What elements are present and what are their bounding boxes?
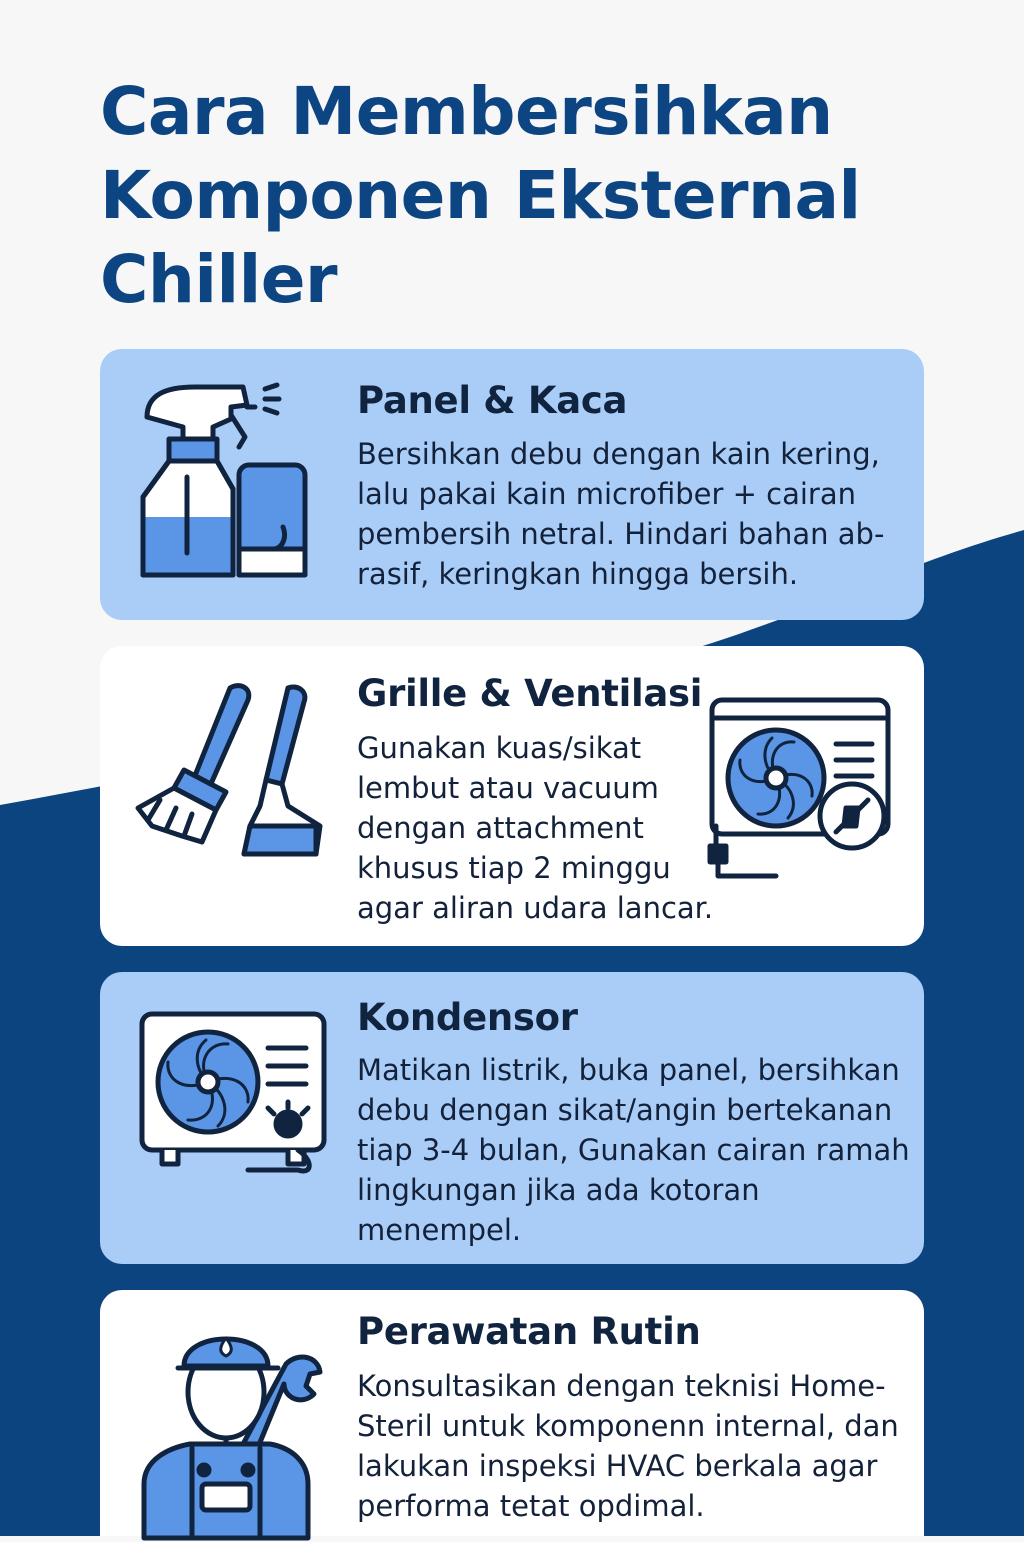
title-line-1: Cara Membersihkan xyxy=(100,73,833,150)
card-perawatan-rutin xyxy=(100,1290,924,1536)
card-text: Gunakan kuas/sikat lembut atau vacuum dengan attachment khusus tiap 2 minggu agar aliran udara lancar. xyxy=(357,731,714,925)
page-title xyxy=(100,70,980,322)
card-panel-kaca xyxy=(100,349,924,620)
ac-unit-warning-icon xyxy=(706,696,896,886)
card-heading: Panel & Kaca xyxy=(357,379,628,422)
card-text: Matikan listrik, buka panel, bersihkan debu dengan sikat/angin bertekanan tiap 3-4 bulan, Gunakan cairan ramah lingkungan jika ada kotoran menempel. xyxy=(357,1053,910,1247)
card-kondensor xyxy=(100,972,924,1264)
card-text: Konsultasikan dengan teknisi Home-Steril untuk komponenn internal, dan lakukan inspeksi HVAC berkala agar performa tetat opdimal. xyxy=(357,1369,899,1523)
card-text: Bersihkan debu dengan kain kering, lalu pakai kain microfiber + cairan pembersih netral. Hindari bahan ab-rasif, keringkan hingga bersih. xyxy=(357,437,885,591)
card-heading: Grille & Ventilasi xyxy=(357,672,703,715)
condenser-unit-icon xyxy=(138,1010,328,1180)
brush-icon xyxy=(130,676,330,866)
card-heading: Kondensor xyxy=(357,996,578,1039)
spray-bottle-icon xyxy=(135,377,320,587)
card-heading: Perawatan Rutin xyxy=(357,1310,701,1353)
card-grille-ventilasi xyxy=(100,646,924,946)
technician-icon xyxy=(138,1312,328,1542)
title-line-2: Komponen Eksternal xyxy=(100,157,861,234)
title-line-3: Chiller xyxy=(100,241,338,318)
